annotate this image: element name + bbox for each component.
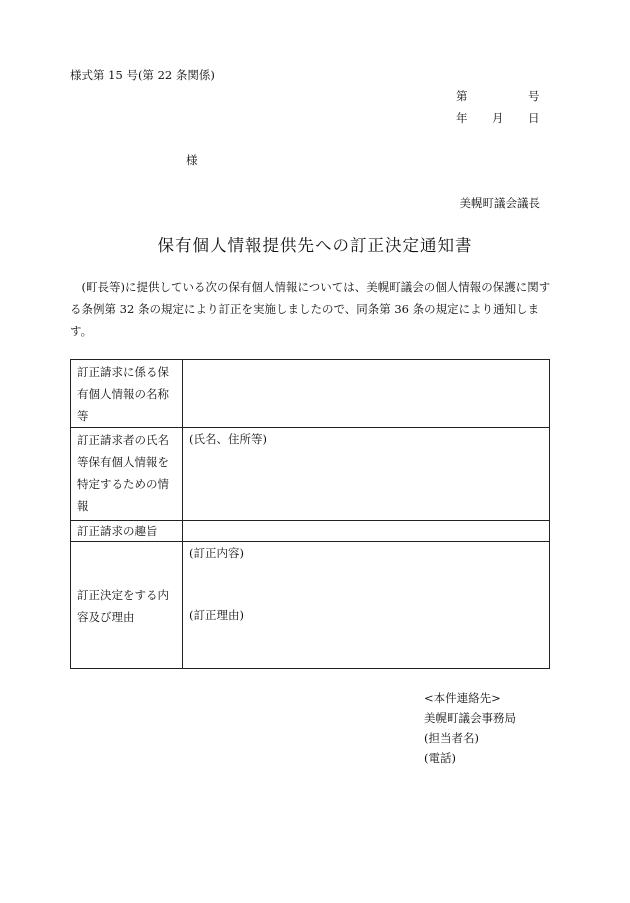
table-row (71, 521, 550, 542)
row1-value (183, 360, 550, 428)
addressee: 様 (186, 153, 198, 167)
table-row (71, 428, 550, 521)
row4-value (183, 542, 550, 669)
number-suffix: 号 (528, 89, 540, 103)
row2-note: (氏名、住所等) (189, 432, 267, 446)
row4-label: 訂正決定をする内容及び理由 (71, 542, 183, 669)
row4-reason-label: (訂正理由) (189, 608, 244, 622)
sender: 美幌町議会議長 (459, 196, 540, 210)
number-prefix: 第 (456, 89, 468, 103)
contact-heading: <本件連絡先> (424, 691, 501, 705)
row3-value (183, 521, 550, 542)
contact-phone: (電話) (424, 751, 456, 765)
date-month: 月 (492, 111, 504, 125)
document-title: 保有個人情報提供先への訂正決定通知書 (157, 236, 473, 255)
contact-block (424, 688, 516, 768)
table-row (71, 360, 550, 428)
form-number: 様式第 15 号(第 22 条関係) (70, 68, 215, 82)
notice-table (70, 359, 550, 669)
row2-value (183, 428, 550, 521)
row3-label: 訂正請求の趣旨 (71, 521, 183, 542)
date-year: 年 (456, 111, 468, 125)
contact-person: (担当者名) (424, 731, 479, 745)
body-text (70, 276, 556, 342)
body-paragraph: (町長等)に提供している次の保有個人情報については、美幌町議会の個人情報の保護に関する条例第 32 条の規定により訂正を実施しましたので、同条第 36 条の規定により通知します。 (70, 280, 551, 338)
row2-label: 訂正請求者の氏名等保有個人情報を特定するための情報 (71, 428, 183, 521)
date-day: 日 (528, 111, 540, 125)
row4-content-label: (訂正内容) (189, 546, 244, 560)
contact-office: 美幌町議会事務局 (424, 711, 516, 725)
table-row (71, 542, 550, 669)
row1-label: 訂正請求に係る保有個人情報の名称等 (71, 360, 183, 428)
